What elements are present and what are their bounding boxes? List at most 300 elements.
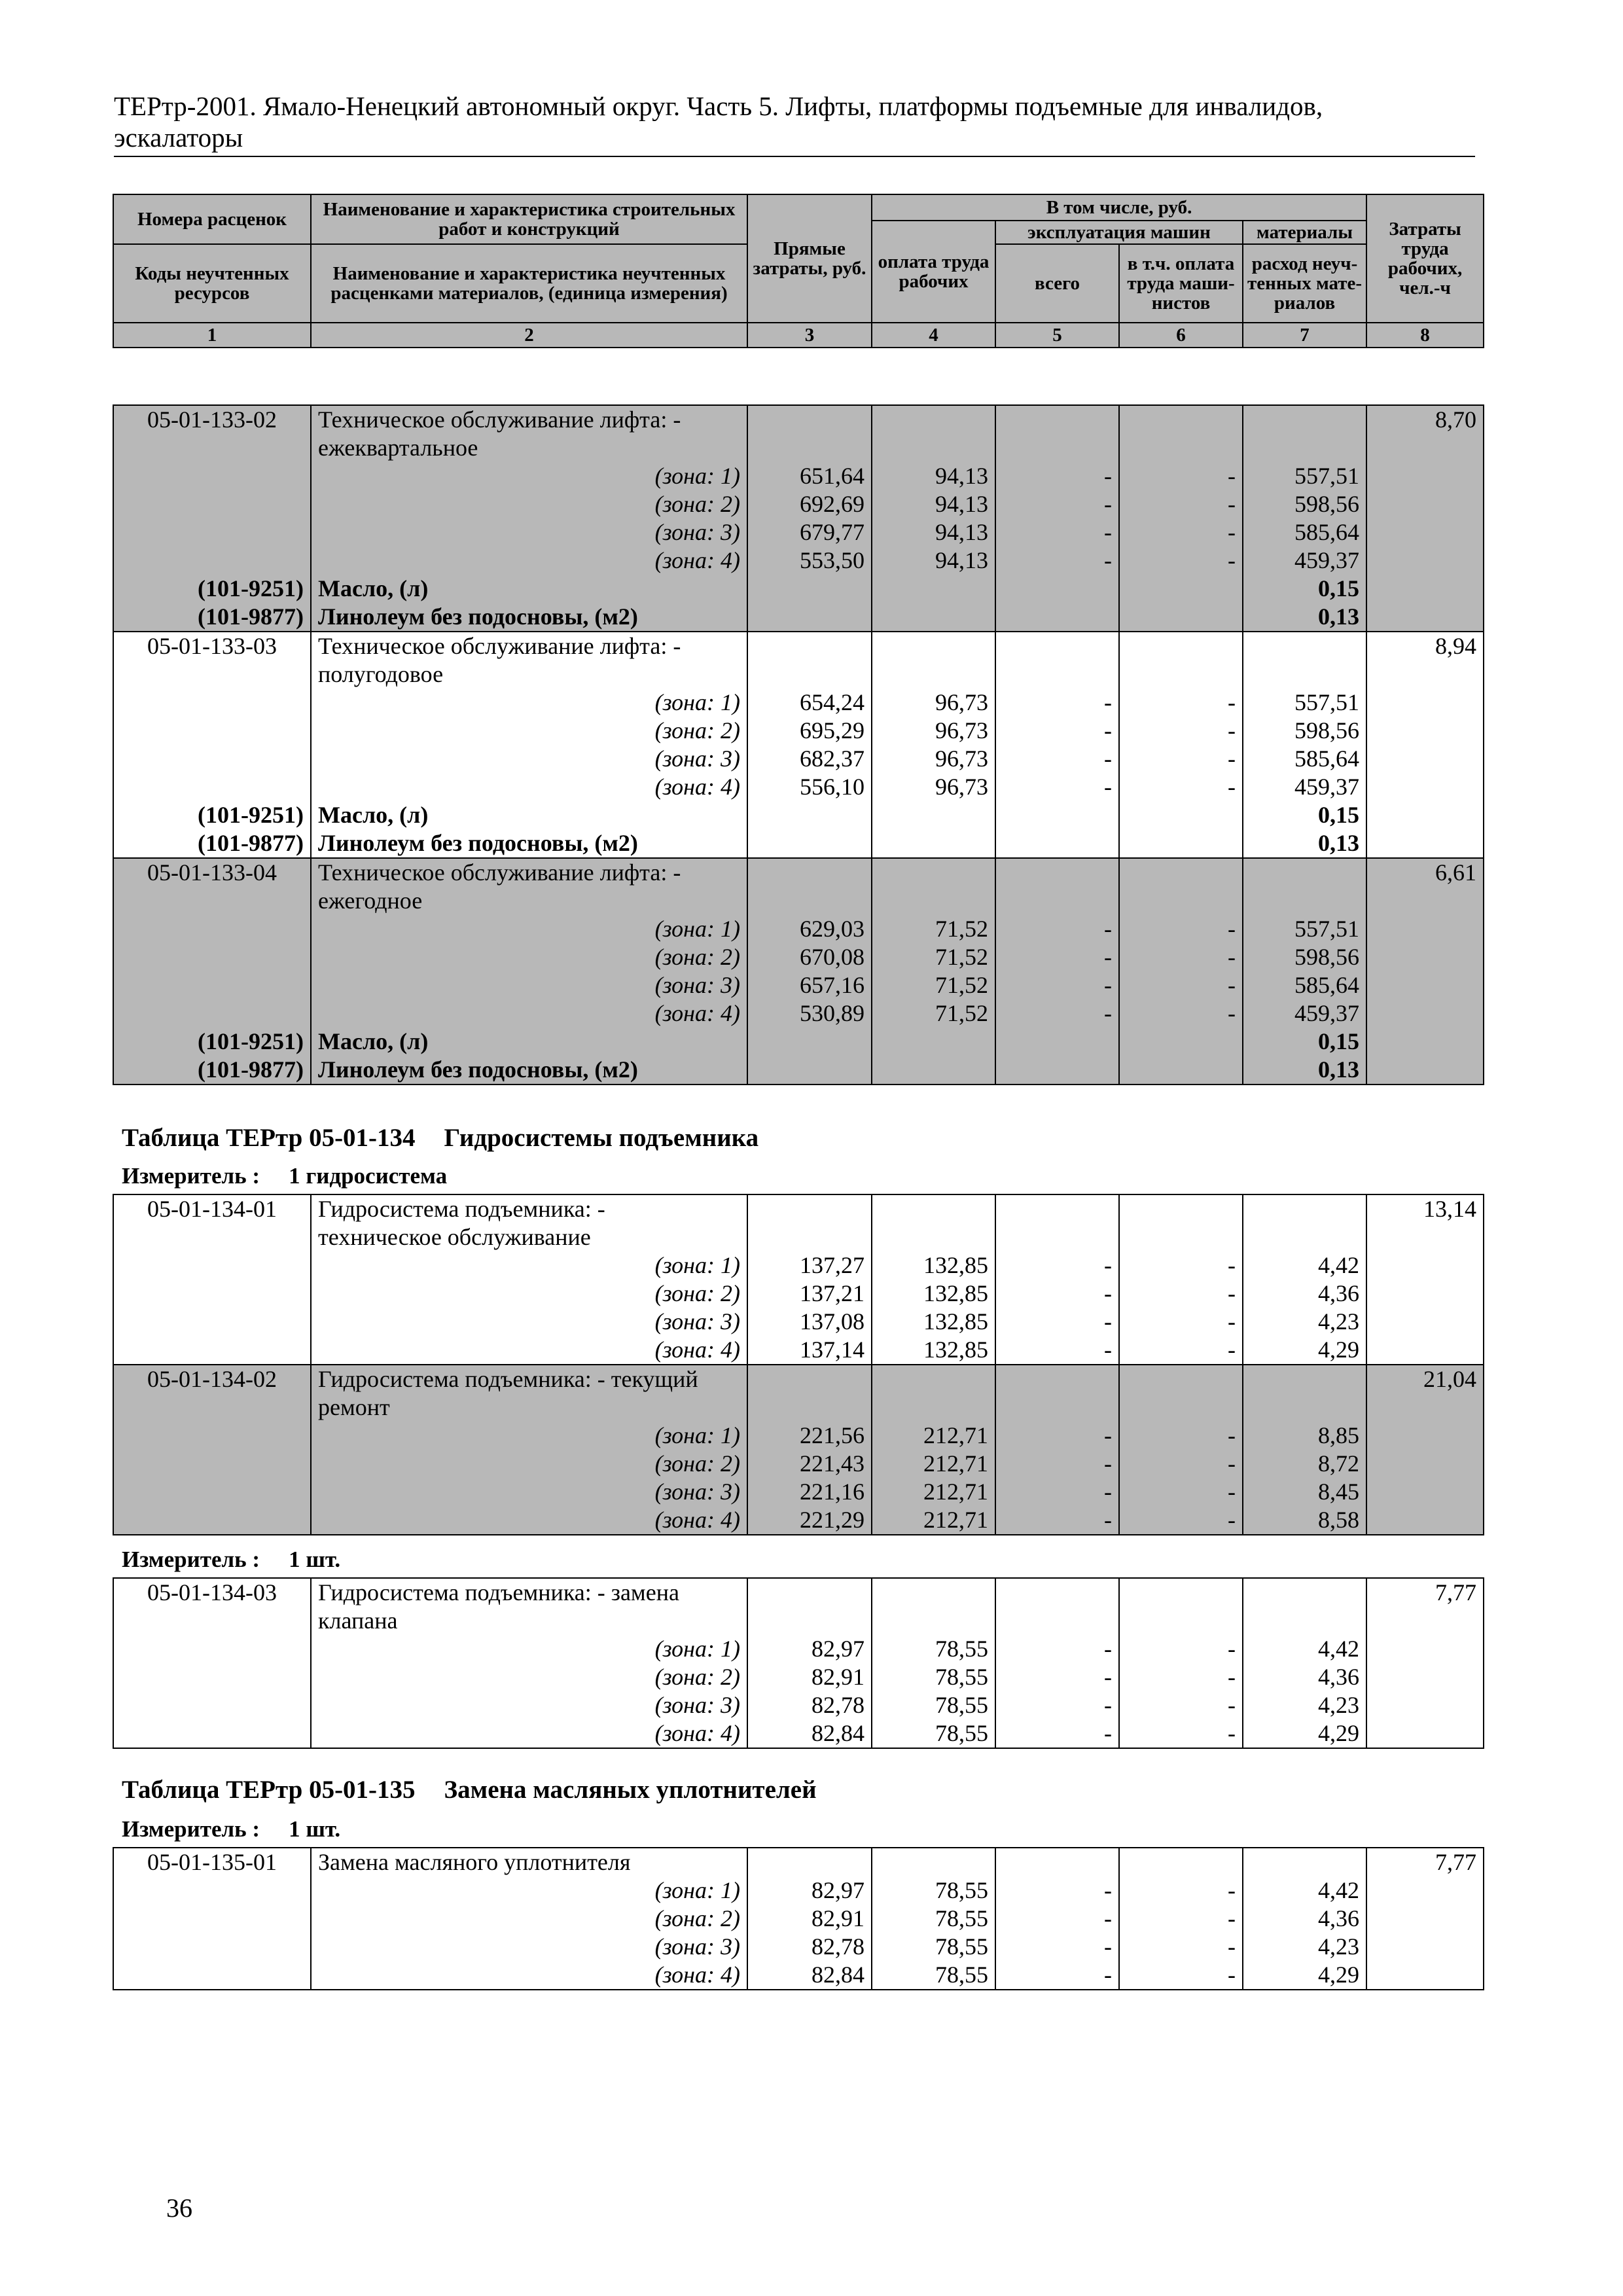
empty-cell [747,434,872,462]
material-name: Масло, (л) [311,575,747,603]
wage-cost: 78,55 [872,1933,995,1961]
zone-row [113,1635,1484,1663]
rate-code: 05-01-133-02 [113,405,311,434]
zone-row [113,1506,1484,1535]
work-name-cont: ремонт [311,1393,747,1422]
direct-cost: 670,08 [747,943,872,971]
work-name-cont: ежегодное [311,887,747,915]
empty-cell [113,1961,311,1990]
empty-cell [1119,1028,1243,1056]
empty-cell [113,971,311,999]
work-name: Замена масляного уплотнителя [311,1848,747,1876]
empty-cell [872,858,995,887]
operator-wage: - [1119,1422,1243,1450]
zone-label: (зона: 1) [311,915,747,943]
machines-total: - [995,689,1119,717]
empty-cell [1366,773,1484,801]
material-qty: 0,13 [1243,829,1366,858]
labor-cost: 8,70 [1366,405,1484,434]
empty-cell [995,1607,1119,1635]
machines-total: - [995,1280,1119,1308]
empty-cell [113,887,311,915]
empty-cell [1119,887,1243,915]
col-head-wages: оплата труда рабочих [872,221,995,323]
work-name: Гидросистема подъемника: - [311,1194,747,1223]
col-num: 3 [747,323,872,348]
wage-cost: 96,73 [872,717,995,745]
empty-cell [1366,462,1484,490]
zone-row [113,1251,1484,1280]
materials-cost: 598,56 [1243,717,1366,745]
zone-row [113,1478,1484,1506]
empty-cell [113,1719,311,1748]
materials-cost: 459,37 [1243,547,1366,575]
operator-wage: - [1119,1478,1243,1506]
empty-cell [872,1056,995,1085]
resource-code: (101-9877) [113,603,311,632]
header-line-1: ТЕРтр-2001. Ямало-Ненецкий автономный округ. Часть 5. Лифты, платформы подъемные для инвалидов, [114,91,1323,121]
zone-row [113,745,1484,773]
table-134-title: Таблица ТЕРтр 05-01-134 Гидросистемы подъемника [122,1124,759,1152]
material-row [113,801,1484,829]
empty-cell [1366,999,1484,1028]
labor-cost: 7,77 [1366,1848,1484,1876]
zone-row [113,689,1484,717]
direct-cost: 82,91 [747,1663,872,1691]
work-name-cont: полугодовое [311,660,747,689]
material-qty: 0,15 [1243,575,1366,603]
direct-cost: 221,56 [747,1422,872,1450]
direct-cost: 221,43 [747,1450,872,1478]
empty-cell [872,1194,995,1223]
column-numbers-row [113,323,1484,348]
col-head-codes: Номера расценок [113,194,311,244]
empty-cell [872,887,995,915]
empty-cell [995,858,1119,887]
entry-row [113,632,1484,660]
empty-cell [995,1194,1119,1223]
empty-cell [995,1848,1119,1876]
zone-row [113,1905,1484,1933]
zone-row [113,1933,1484,1961]
machines-total: - [995,745,1119,773]
machines-total: - [995,1336,1119,1365]
empty-cell [1119,829,1243,858]
empty-cell [1366,547,1484,575]
wage-cost: 212,71 [872,1422,995,1450]
zone-label: (зона: 1) [311,1635,747,1663]
wage-cost: 71,52 [872,971,995,999]
materials-cost: 459,37 [1243,999,1366,1028]
empty-cell [1366,1663,1484,1691]
materials-cost: 4,42 [1243,1876,1366,1905]
empty-cell [872,632,995,660]
wage-cost: 132,85 [872,1251,995,1280]
empty-cell [113,1223,311,1251]
machines-total: - [995,1251,1119,1280]
machines-total: - [995,1422,1119,1450]
column-header [113,194,1484,348]
empty-cell [113,1905,311,1933]
empty-cell [1243,887,1366,915]
empty-cell [1366,575,1484,603]
empty-cell [113,999,311,1028]
direct-cost: 679,77 [747,518,872,547]
empty-cell [1366,1933,1484,1961]
empty-cell [872,1607,995,1635]
zone-label: (зона: 2) [311,1663,747,1691]
col-num: 1 [113,323,311,348]
wage-cost: 78,55 [872,1663,995,1691]
col-num: 5 [995,323,1119,348]
work-name: Техническое обслуживание лифта: - [311,858,747,887]
work-name-cont: ежеквартальное [311,434,747,462]
empty-cell [1119,660,1243,689]
zone-label: (зона: 4) [311,773,747,801]
empty-cell [872,1365,995,1393]
zone-label: (зона: 4) [311,1719,747,1748]
empty-cell [1366,943,1484,971]
empty-cell [113,1308,311,1336]
wage-cost: 78,55 [872,1691,995,1719]
resource-code: (101-9877) [113,829,311,858]
empty-cell [1366,745,1484,773]
empty-cell [113,1506,311,1535]
operator-wage: - [1119,490,1243,518]
resource-code: (101-9877) [113,1056,311,1085]
rate-code: 05-01-133-03 [113,632,311,660]
zone-row [113,1876,1484,1905]
materials-cost: 4,23 [1243,1308,1366,1336]
empty-cell [872,801,995,829]
empty-cell [1366,1691,1484,1719]
empty-cell [995,829,1119,858]
empty-cell [1366,1506,1484,1535]
empty-cell [1243,632,1366,660]
zone-row [113,1336,1484,1365]
empty-cell [113,1280,311,1308]
work-name-cont: техническое обслуживание [311,1223,747,1251]
machines-total: - [995,1663,1119,1691]
empty-cell [747,660,872,689]
work-name: Гидросистема подъемника: - замена [311,1578,747,1607]
empty-cell [1366,490,1484,518]
materials-cost: 4,23 [1243,1933,1366,1961]
zone-label: (зона: 4) [311,1336,747,1365]
empty-cell [995,1056,1119,1085]
empty-cell [995,1223,1119,1251]
materials-cost: 8,72 [1243,1450,1366,1478]
direct-cost: 137,21 [747,1280,872,1308]
resource-code: (101-9251) [113,1028,311,1056]
empty-cell [1366,829,1484,858]
operator-wage: - [1119,1336,1243,1365]
empty-cell [113,1663,311,1691]
entry-row-cont [113,660,1484,689]
material-name: Линолеум без подосновы, (м2) [311,1056,747,1085]
empty-cell [747,801,872,829]
machines-total: - [995,1308,1119,1336]
zone-label: (зона: 3) [311,1691,747,1719]
empty-cell [1119,801,1243,829]
empty-cell [113,1607,311,1635]
empty-cell [1366,1905,1484,1933]
operator-wage: - [1119,1251,1243,1280]
empty-cell [1366,1308,1484,1336]
materials-cost: 4,42 [1243,1251,1366,1280]
zone-label: (зона: 3) [311,1478,747,1506]
empty-cell [1366,1422,1484,1450]
operator-wage: - [1119,1933,1243,1961]
empty-cell [1366,1223,1484,1251]
machines-total: - [995,547,1119,575]
col-head-direct: Прямые затраты, руб. [747,194,872,323]
materials-cost: 4,23 [1243,1691,1366,1719]
material-name: Масло, (л) [311,1028,747,1056]
empty-cell [113,915,311,943]
direct-cost: 137,08 [747,1308,872,1336]
col-num: 6 [1119,323,1243,348]
materials-cost: 4,29 [1243,1336,1366,1365]
materials-cost: 598,56 [1243,490,1366,518]
material-name: Линолеум без подосновы, (м2) [311,829,747,858]
wage-cost: 78,55 [872,1719,995,1748]
material-row [113,575,1484,603]
direct-cost: 654,24 [747,689,872,717]
operator-wage: - [1119,1635,1243,1663]
rate-code: 05-01-133-04 [113,858,311,887]
operator-wage: - [1119,943,1243,971]
empty-cell [1366,1961,1484,1990]
operator-wage: - [1119,462,1243,490]
entry-row [113,858,1484,887]
machines-total: - [995,1933,1119,1961]
zone-label: (зона: 2) [311,717,747,745]
zone-label: (зона: 3) [311,518,747,547]
entry-row-cont [113,434,1484,462]
empty-cell [1366,1336,1484,1365]
empty-cell [113,689,311,717]
empty-cell [1243,1578,1366,1607]
labor-cost: 21,04 [1366,1365,1484,1393]
wage-cost: 94,13 [872,547,995,575]
work-name: Техническое обслуживание лифта: - [311,405,747,434]
empty-cell [113,773,311,801]
direct-cost: 695,29 [747,717,872,745]
empty-cell [747,1223,872,1251]
zone-row [113,915,1484,943]
materials-cost: 4,36 [1243,1280,1366,1308]
empty-cell [1119,632,1243,660]
empty-cell [113,1478,311,1506]
zone-row [113,971,1484,999]
col-num: 7 [1243,323,1366,348]
empty-cell [1366,434,1484,462]
operator-wage: - [1119,1450,1243,1478]
empty-cell [1119,603,1243,632]
zone-label: (зона: 1) [311,462,747,490]
zone-label: (зона: 3) [311,1308,747,1336]
direct-cost: 82,91 [747,1905,872,1933]
empty-cell [1119,1578,1243,1607]
operator-wage: - [1119,689,1243,717]
materials-cost: 585,64 [1243,971,1366,999]
empty-cell [113,1691,311,1719]
zone-label: (зона: 2) [311,943,747,971]
empty-cell [113,490,311,518]
empty-cell [747,858,872,887]
direct-cost: 682,37 [747,745,872,773]
material-row [113,1056,1484,1085]
empty-cell [1366,1635,1484,1663]
materials-cost: 557,51 [1243,462,1366,490]
zone-label: (зона: 4) [311,1506,747,1535]
col-num: 8 [1366,323,1484,348]
machines-total: - [995,773,1119,801]
materials-cost: 8,85 [1243,1422,1366,1450]
material-row [113,603,1484,632]
empty-cell [995,434,1119,462]
material-qty: 0,13 [1243,603,1366,632]
material-qty: 0,13 [1243,1056,1366,1085]
empty-cell [995,405,1119,434]
material-qty: 0,15 [1243,801,1366,829]
empty-cell [872,1223,995,1251]
empty-cell [1366,915,1484,943]
machines-total: - [995,1961,1119,1990]
empty-cell [1119,434,1243,462]
labor-cost: 7,77 [1366,1578,1484,1607]
measurer-134-a: Измеритель : 1 гидросистема [122,1163,448,1189]
empty-cell [1243,1607,1366,1635]
empty-cell [1366,1251,1484,1280]
col-head-labor: Затраты труда рабочих, чел.-ч [1366,194,1484,323]
wage-cost: 212,71 [872,1478,995,1506]
measurer-135: Измеритель : 1 шт. [122,1816,341,1842]
header-line-2: эскалаторы [114,122,243,152]
materials-cost: 8,45 [1243,1478,1366,1506]
empty-cell [1366,1876,1484,1905]
empty-cell [1366,1478,1484,1506]
empty-cell [872,1028,995,1056]
empty-cell [1119,1607,1243,1635]
zone-row [113,1450,1484,1478]
col-head-resource-codes: Коды неучтенных ресурсов [113,244,311,323]
empty-cell [1243,405,1366,434]
zone-row [113,999,1484,1028]
empty-cell [113,1393,311,1422]
col-head-machines-total: всего [995,244,1119,323]
zone-row [113,1663,1484,1691]
empty-cell [113,1422,311,1450]
materials-cost: 4,29 [1243,1719,1366,1748]
zone-label: (зона: 3) [311,1933,747,1961]
resource-code: (101-9251) [113,575,311,603]
empty-cell [872,1848,995,1876]
wage-cost: 96,73 [872,689,995,717]
empty-cell [1119,1056,1243,1085]
empty-cell [995,801,1119,829]
operator-wage: - [1119,1876,1243,1905]
empty-cell [1119,1194,1243,1223]
wage-cost: 78,55 [872,1905,995,1933]
empty-cell [113,717,311,745]
machines-total: - [995,1478,1119,1506]
machines-total: - [995,943,1119,971]
empty-cell [113,1635,311,1663]
zone-row [113,943,1484,971]
empty-cell [1119,858,1243,887]
empty-cell [1243,1194,1366,1223]
empty-cell [995,1365,1119,1393]
materials-cost: 459,37 [1243,773,1366,801]
direct-cost: 82,84 [747,1719,872,1748]
empty-cell [1366,1056,1484,1085]
empty-cell [113,943,311,971]
work-name-cont: клапана [311,1607,747,1635]
material-name: Линолеум без подосновы, (м2) [311,603,747,632]
wage-cost: 71,52 [872,943,995,971]
empty-cell [1366,1607,1484,1635]
direct-cost: 221,29 [747,1506,872,1535]
empty-cell [995,887,1119,915]
zone-label: (зона: 2) [311,490,747,518]
operator-wage: - [1119,717,1243,745]
wage-cost: 94,13 [872,490,995,518]
zone-label: (зона: 3) [311,745,747,773]
zone-row [113,1691,1484,1719]
col-head-materials: материалы [1243,221,1366,244]
wage-cost: 132,85 [872,1336,995,1365]
direct-cost: 629,03 [747,915,872,943]
machines-total: - [995,490,1119,518]
zone-row [113,1308,1484,1336]
empty-cell [113,434,311,462]
empty-cell [747,1393,872,1422]
empty-cell [872,660,995,689]
entry-row [113,405,1484,434]
operator-wage: - [1119,745,1243,773]
zone-label: (зона: 2) [311,1280,747,1308]
machines-total: - [995,1905,1119,1933]
empty-cell [995,1393,1119,1422]
entry-row [113,1194,1484,1223]
operator-wage: - [1119,1308,1243,1336]
empty-cell [1366,1719,1484,1748]
empty-cell [1366,689,1484,717]
wage-cost: 78,55 [872,1961,995,1990]
empty-cell [1243,434,1366,462]
zone-label: (зона: 1) [311,689,747,717]
machines-total: - [995,1691,1119,1719]
entry-row [113,1365,1484,1393]
rate-code: 05-01-134-03 [113,1578,311,1607]
empty-cell [1119,1223,1243,1251]
empty-cell [1243,1365,1366,1393]
direct-cost: 82,78 [747,1691,872,1719]
col-head-machines: эксплуатация машин [995,221,1243,244]
empty-cell [1119,1848,1243,1876]
resource-code: (101-9251) [113,801,311,829]
operator-wage: - [1119,1506,1243,1535]
table-135-title: Таблица ТЕРтр 05-01-135 Замена масляных уплотнителей [122,1776,817,1804]
empty-cell [747,603,872,632]
materials-cost: 8,58 [1243,1506,1366,1535]
col-num: 4 [872,323,995,348]
empty-cell [747,1194,872,1223]
zone-row [113,547,1484,575]
empty-cell [1119,405,1243,434]
